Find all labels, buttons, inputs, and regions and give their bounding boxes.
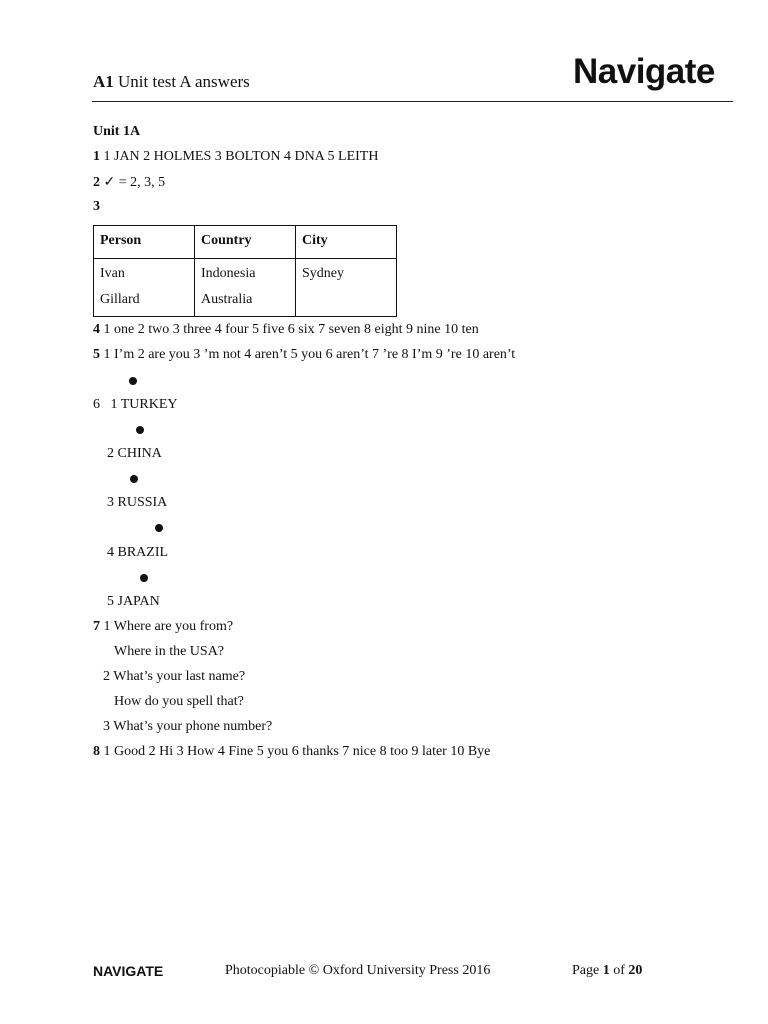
question-number: 1 bbox=[93, 149, 100, 164]
table-cell-person bbox=[94, 259, 195, 317]
page-label: Page bbox=[572, 963, 600, 978]
cell-line: Australia bbox=[201, 292, 253, 307]
page-of: of bbox=[613, 963, 625, 978]
brand-logo: Navigate bbox=[573, 52, 715, 91]
page-total: 20 bbox=[628, 963, 643, 978]
answer-6-item-1 bbox=[93, 397, 178, 413]
answer-4 bbox=[93, 322, 479, 338]
unit-heading: Unit 1A bbox=[93, 124, 141, 139]
stress-dot-icon bbox=[140, 574, 148, 582]
stress-dot-icon bbox=[130, 475, 138, 483]
answer-6-item-3: 3 RUSSIA bbox=[107, 495, 168, 510]
cell-line: Indonesia bbox=[201, 266, 256, 281]
question-3-number: 3 bbox=[93, 199, 100, 214]
answer-6-item-4: 4 BRAZIL bbox=[107, 545, 169, 560]
answer-text: 1 TURKEY bbox=[110, 397, 178, 412]
answer-text: 1 Good 2 Hi 3 How 4 Fine 5 you 6 thanks 7 nice 8 too 9 later 10 Bye bbox=[103, 744, 491, 759]
answer-2 bbox=[93, 174, 165, 191]
column-header-city: City bbox=[296, 226, 397, 259]
question-number: 2 bbox=[93, 175, 100, 190]
answer-7-line-3: 2 What’s your last name? bbox=[103, 669, 246, 684]
answer-6-item-5: 5 JAPAN bbox=[107, 594, 160, 609]
footer-copyright: Photocopiable © Oxford University Press 2016 bbox=[225, 963, 491, 978]
page-current: 1 bbox=[602, 963, 610, 978]
column-header-person: Person bbox=[94, 226, 195, 259]
answer-text: 1 one 2 two 3 three 4 four 5 five 6 six 7 seven 8 eight 9 nine 10 ten bbox=[103, 322, 479, 337]
level-label: A1 bbox=[93, 72, 114, 91]
cell-line: Gillard bbox=[100, 292, 140, 307]
answer-text: 1 Where are you from? bbox=[103, 619, 234, 634]
question-number: 5 bbox=[93, 347, 100, 362]
answer-7-line-1 bbox=[93, 619, 233, 635]
answer-text: ✓ = 2, 3, 5 bbox=[103, 175, 166, 190]
page-title bbox=[93, 72, 250, 92]
cell-line: Sydney bbox=[302, 266, 344, 281]
table-cell-country bbox=[195, 259, 296, 317]
page-number bbox=[572, 963, 642, 979]
table-header-row bbox=[94, 226, 397, 259]
header-divider bbox=[92, 101, 733, 102]
table-row bbox=[94, 259, 397, 317]
question-number: 8 bbox=[93, 744, 100, 759]
stress-dot-icon bbox=[155, 524, 163, 532]
answer-table bbox=[93, 225, 397, 317]
stress-dot-icon bbox=[136, 426, 144, 434]
question-number: 7 bbox=[93, 619, 100, 634]
answer-text: 1 JAN 2 HOLMES 3 BOLTON 4 DNA 5 LEITH bbox=[103, 149, 379, 164]
question-number: 6 bbox=[93, 397, 100, 412]
answer-7-line-2: Where in the USA? bbox=[114, 644, 225, 659]
answer-7-line-5: 3 What’s your phone number? bbox=[103, 719, 273, 734]
answer-8 bbox=[93, 744, 490, 760]
answer-6-item-2: 2 CHINA bbox=[107, 446, 162, 461]
question-number: 4 bbox=[93, 322, 100, 337]
answer-7-line-4: How do you spell that? bbox=[114, 694, 244, 709]
title-text: Unit test A answers bbox=[118, 72, 250, 91]
answer-1 bbox=[93, 149, 378, 165]
table-cell-city bbox=[296, 259, 397, 317]
footer-brand: NAVIGATE bbox=[93, 963, 164, 979]
answer-text: 1 I’m 2 are you 3 ’m not 4 aren’t 5 you 6 aren’t 7 ’re 8 I’m 9 ’re 10 aren’t bbox=[103, 347, 516, 362]
column-header-country: Country bbox=[195, 226, 296, 259]
stress-dot-icon bbox=[129, 377, 137, 385]
cell-line: Ivan bbox=[100, 266, 125, 281]
answer-5 bbox=[93, 347, 515, 363]
